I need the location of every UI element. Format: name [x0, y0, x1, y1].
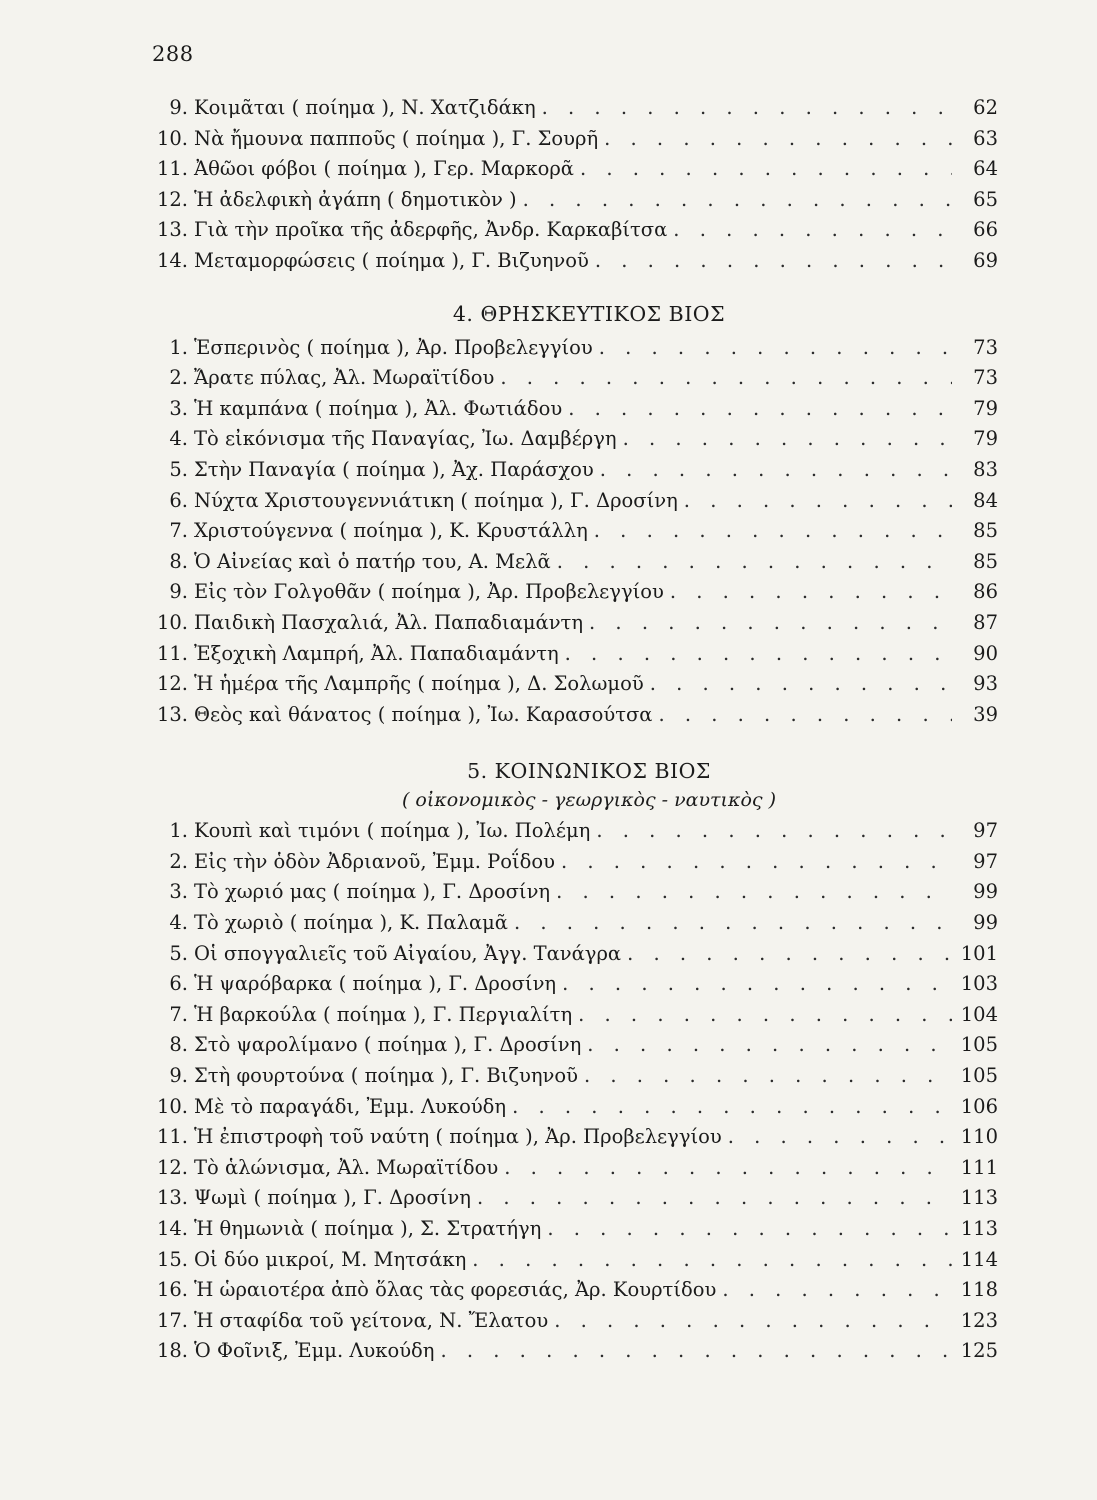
toc-entry-title: Ἡ θημωνιὰ ( ποίημα ), Σ. Στρατήγη	[194, 1217, 542, 1240]
toc-entry-number: 7.	[169, 1002, 188, 1026]
toc-entry	[150, 366, 998, 397]
toc-entry	[150, 1064, 998, 1095]
toc-entry-number: 12.	[156, 672, 188, 696]
dot-leader	[673, 218, 952, 241]
toc-entry	[150, 188, 998, 219]
page-number: 288	[152, 42, 194, 66]
toc-entry	[150, 1248, 998, 1279]
toc-entry-number: 18.	[156, 1339, 188, 1363]
toc-entry	[150, 427, 998, 458]
toc-entry-title: Ὁ Φοῖνιξ, Ἐμμ. Λυκούδη	[194, 1339, 435, 1363]
toc-entry	[150, 1217, 998, 1248]
toc-entry-page: 63	[973, 126, 998, 150]
toc-entry-page: 85	[973, 549, 998, 573]
dot-leader	[562, 972, 952, 995]
toc-entry	[150, 157, 998, 188]
toc-entry	[150, 703, 998, 734]
toc-entry	[150, 642, 998, 673]
toc-entry	[150, 1309, 998, 1340]
toc-entry-page: 113	[960, 1186, 998, 1210]
toc-entry-page: 113	[960, 1217, 998, 1240]
toc-entry-page: 66	[973, 218, 998, 242]
dot-leader	[684, 489, 952, 512]
toc-entry-title: Στὸ ψαρολίμανο ( ποίημα ), Γ. Δροσίνη	[194, 1033, 582, 1057]
toc-entry-title: Τὸ χωριό μας ( ποίημα ), Γ. Δροσίνη	[194, 880, 551, 904]
toc-entry-number: 4.	[169, 911, 188, 935]
toc-entry-number: 14.	[156, 248, 188, 272]
toc-entry-title: Ὁ Αἰνείας καὶ ὁ πατήρ του, Α. Μελᾶ	[194, 549, 551, 573]
toc-entry-number: 13.	[156, 1186, 188, 1210]
toc-entry-title: Ἡ καμπάνα ( ποίημα ), Ἀλ. Φωτιάδου	[194, 396, 563, 420]
section-subheading-social-life: ( οἰκονομικὸς - γεωργικὸς - ναυτικὸς )	[401, 789, 776, 812]
toc-entry-number: 3.	[169, 880, 188, 904]
toc-entry	[150, 972, 998, 1003]
toc-entry-page: 93	[973, 672, 998, 696]
toc-entry-title: Μὲ τὸ παραγάδι, Ἐμμ. Λυκούδη	[194, 1094, 507, 1118]
toc-entry-number: 2.	[169, 849, 188, 873]
toc-entry-number: 6.	[169, 488, 188, 512]
toc-entry-number: 10.	[156, 1094, 188, 1118]
dot-leader	[596, 819, 952, 842]
toc-entry-number: 5.	[169, 941, 188, 965]
toc-entry	[150, 1278, 998, 1309]
dot-leader	[565, 642, 952, 665]
toc-entry-page: 106	[960, 1094, 998, 1118]
toc-section-5	[150, 819, 998, 1370]
dot-leader	[594, 519, 952, 542]
dot-leader	[440, 1339, 952, 1362]
toc-entry-page: 101	[960, 941, 998, 965]
toc-entry-page: 111	[960, 1155, 998, 1179]
toc-entry-page: 79	[973, 427, 998, 451]
dot-leader	[500, 366, 952, 389]
dot-leader	[477, 1186, 952, 1209]
toc-entry-title: Παιδικὴ Πασχαλιά, Ἀλ. Παπαδιαμάντη	[194, 610, 584, 634]
toc-entry-title: Κοιμᾶται ( ποίημα ), Ν. Χατζιδάκη	[194, 96, 536, 119]
toc-entry-page: 123	[960, 1308, 998, 1332]
dot-leader	[514, 911, 952, 934]
toc-entry-number: 8.	[169, 1033, 188, 1057]
toc-entry-number: 15.	[156, 1247, 188, 1271]
toc-entry-title: Στὴ φουρτούνα ( ποίημα ), Γ. Βιζυηνοῦ	[194, 1064, 578, 1088]
dot-leader	[650, 672, 952, 695]
toc-entry	[150, 550, 998, 581]
dot-leader	[578, 1003, 952, 1026]
toc-entry-number: 8.	[169, 549, 188, 573]
toc-entry-title: Νύχτα Χριστουγεννιάτικη ( ποίημα ), Γ. Δροσίνη	[194, 488, 678, 512]
toc-entry-title: Τὸ χωριὸ ( ποίημα ), Κ. Παλαμᾶ	[194, 911, 508, 935]
toc-entry-title: Χριστούγεννα ( ποίημα ), Κ. Κρυστάλλη	[194, 519, 588, 543]
toc-entry-number: 17.	[156, 1308, 188, 1332]
toc-entry-number: 5.	[169, 457, 188, 481]
toc-entry-page: 110	[960, 1125, 998, 1149]
dot-leader	[623, 427, 952, 450]
toc-entry	[150, 489, 998, 520]
dot-leader	[595, 249, 952, 272]
toc-entry-page: 83	[973, 457, 998, 481]
toc-entry	[150, 218, 998, 249]
dot-leader	[523, 188, 952, 211]
section-heading-religious-life: 4. ΘΡΗΣΚΕΥΤΙΚΟΣ ΒΙΟΣ	[452, 301, 726, 326]
toc-group-1	[150, 96, 998, 280]
toc-entry-number: 1.	[169, 819, 188, 843]
toc-entry-title: Ἡ βαρκούλα ( ποίημα ), Γ. Περγιαλίτη	[194, 1002, 573, 1026]
toc-entry-number: 1.	[169, 335, 188, 359]
toc-entry-number: 9.	[169, 580, 188, 604]
toc-entry-title: Ἐξοχικὴ Λαμπρή, Ἀλ. Παπαδιαμάντη	[194, 641, 559, 665]
toc-entry-title: Ἡ ἀδελφικὴ ἀγάπη ( δημοτικὸν )	[194, 187, 517, 211]
dot-leader	[504, 1156, 952, 1179]
toc-entry-number: 13.	[156, 702, 188, 726]
toc-entry-page: 84	[973, 488, 998, 512]
toc-entry	[150, 1003, 998, 1034]
toc-entry-number: 6.	[169, 972, 188, 996]
toc-entry	[150, 819, 998, 850]
toc-entry	[150, 942, 998, 973]
dot-leader	[547, 1217, 952, 1240]
table-of-contents	[150, 96, 998, 1370]
dot-leader	[584, 1064, 952, 1087]
toc-entry-title: Νὰ ἤμουνα παπποῦς ( ποίημα ), Γ. Σουρῆ	[194, 126, 599, 150]
toc-entry-page: 65	[973, 187, 998, 211]
toc-entry	[150, 397, 998, 428]
toc-entry-page: 103	[960, 972, 998, 996]
dot-leader	[604, 127, 952, 150]
toc-entry-title: Εἰς τὴν ὁδὸν Ἀδριανοῦ, Ἐμμ. Ροΐδου	[194, 849, 555, 873]
toc-entry	[150, 1125, 998, 1156]
toc-entry-page: 125	[960, 1339, 998, 1363]
toc-entry-number: 9.	[169, 96, 188, 119]
toc-entry-title: Ἡ ὡραιοτέρα ἀπὸ ὅλας τὰς φορεσιάς, Ἀρ. Κουρτίδου	[194, 1278, 717, 1302]
dot-leader	[658, 703, 952, 726]
toc-entry	[150, 911, 998, 942]
toc-entry-title: Κουπὶ καὶ τιμόνι ( ποίημα ), Ἰω. Πολέμη	[194, 819, 591, 843]
toc-entry-page: 87	[973, 610, 998, 634]
toc-entry-page: 85	[973, 519, 998, 543]
dot-leader	[728, 1125, 952, 1148]
toc-entry	[150, 127, 998, 158]
toc-entry	[150, 580, 998, 611]
toc-entry-page: 64	[973, 157, 998, 181]
toc-entry-number: 11.	[156, 641, 188, 665]
toc-entry-number: 10.	[156, 126, 188, 150]
toc-entry-number: 11.	[156, 157, 188, 181]
toc-entry	[150, 1339, 998, 1370]
toc-entry-number: 3.	[169, 396, 188, 420]
toc-entry-page: 73	[973, 366, 998, 390]
dot-leader	[542, 96, 952, 119]
dot-leader	[627, 942, 952, 965]
toc-entry	[150, 850, 998, 881]
toc-entry-title: Ἡ ἐπιστροφὴ τοῦ ναύτη ( ποίημα ), Ἀρ. Προβελεγγίου	[194, 1125, 722, 1149]
toc-entry-number: 10.	[156, 610, 188, 634]
toc-entry-number: 7.	[169, 519, 188, 543]
toc-entry-title: Ἡ ψαρόβαρκα ( ποίημα ), Γ. Δροσίνη	[194, 972, 557, 996]
toc-entry-title: Ἡ ἡμέρα τῆς Λαμπρῆς ( ποίημα ), Δ. Σολωμοῦ	[194, 672, 644, 696]
toc-entry-title: Γιὰ τὴν προῖκα τῆς ἀδερφῆς, Ἀνδρ. Καρκαβίτσα	[194, 218, 668, 242]
toc-entry	[150, 1156, 998, 1187]
toc-entry-title: Οἱ σπογγαλιεῖς τοῦ Αἰγαίου, Ἀγγ. Τανάγρα	[194, 941, 622, 965]
dot-leader	[599, 336, 952, 359]
toc-entry-number: 13.	[156, 218, 188, 242]
dot-leader	[589, 611, 952, 634]
toc-entry	[150, 336, 998, 367]
toc-entry	[150, 672, 998, 703]
toc-entry	[150, 880, 998, 911]
dot-leader	[670, 580, 952, 603]
toc-entry-page: 99	[973, 911, 998, 935]
toc-section-4	[150, 336, 998, 734]
toc-entry-title: Τὸ εἰκόνισμα τῆς Παναγίας, Ἰω. Δαμβέργη	[194, 427, 617, 451]
toc-entry-page: 105	[960, 1033, 998, 1057]
toc-entry-title: Ψωμὶ ( ποίημα ), Γ. Δροσίνη	[194, 1186, 471, 1210]
dot-leader	[561, 850, 952, 873]
toc-entry	[150, 1033, 998, 1064]
toc-entry-page: 90	[973, 641, 998, 665]
toc-entry	[150, 1095, 998, 1126]
dot-leader	[557, 550, 952, 573]
toc-entry-number: 14.	[156, 1217, 188, 1240]
dot-leader	[600, 458, 952, 481]
toc-entry-page: 118	[960, 1278, 998, 1302]
toc-entry-title: Τὸ ἁλώνισμα, Ἀλ. Μωραϊτίδου	[194, 1155, 499, 1179]
toc-entry	[150, 458, 998, 489]
toc-entry-title: Θεὸς καὶ θάνατος ( ποίημα ), Ἰω. Καρασούτσα	[194, 702, 653, 726]
dot-leader	[580, 157, 952, 180]
toc-entry	[150, 519, 998, 550]
dot-leader	[587, 1033, 952, 1056]
toc-entry-title: Ἑσπερινὸς ( ποίημα ), Ἀρ. Προβελεγγίου	[194, 335, 593, 359]
toc-entry-number: 9.	[169, 1064, 188, 1088]
toc-entry	[150, 1186, 998, 1217]
toc-entry-title: Εἰς τὸν Γολγοθᾶν ( ποίημα ), Ἀρ. Προβελεγγίου	[194, 580, 664, 604]
toc-entry-number: 12.	[156, 187, 188, 211]
toc-entry-page: 114	[960, 1247, 998, 1271]
toc-entry-number: 16.	[156, 1278, 188, 1302]
section-heading-social-life: 5. ΚΟΙΝΩΝΙΚΟΣ ΒΙΟΣ	[467, 759, 711, 784]
toc-entry-title: Ἄρατε πύλας, Ἀλ. Μωραϊτίδου	[194, 366, 495, 390]
dot-leader	[722, 1278, 952, 1301]
toc-entry	[150, 249, 998, 280]
dot-leader	[472, 1248, 952, 1271]
toc-entry-title: Ἀθῶοι φόβοι ( ποίημα ), Γερ. Μαρκορᾶ	[194, 157, 574, 181]
toc-entry-title: Στὴν Παναγία ( ποίημα ), Ἀχ. Παράσχου	[194, 457, 594, 481]
toc-entry-title: Μεταμορφώσεις ( ποίημα ), Γ. Βιζυηνοῦ	[194, 248, 589, 272]
toc-entry-page: 104	[960, 1002, 998, 1026]
dot-leader	[512, 1095, 952, 1118]
toc-entry-page: 62	[973, 96, 998, 119]
toc-entry-page: 79	[973, 396, 998, 420]
dot-leader	[556, 880, 952, 903]
dot-leader	[568, 397, 952, 420]
toc-entry-page: 99	[973, 880, 998, 904]
toc-entry-number: 12.	[156, 1155, 188, 1179]
toc-entry-title: Ἡ σταφίδα τοῦ γείτονα, Ν. Ἔλατου	[194, 1308, 549, 1332]
toc-entry-number: 4.	[169, 427, 188, 451]
toc-entry-page: 105	[960, 1064, 998, 1088]
toc-entry-page: 86	[973, 580, 998, 604]
toc-entry-number: 11.	[156, 1125, 188, 1149]
dot-leader	[554, 1309, 952, 1332]
toc-entry-page: 69	[973, 248, 998, 272]
toc-entry-number: 2.	[169, 366, 188, 390]
toc-entry-title: Οἱ δύο μικροί, Μ. Μητσάκη	[194, 1247, 467, 1271]
toc-entry-page: 73	[973, 335, 998, 359]
toc-entry	[150, 96, 998, 127]
toc-entry-page: 39	[973, 702, 998, 726]
toc-entry	[150, 611, 998, 642]
toc-entry-page: 97	[973, 849, 998, 873]
toc-entry-page: 97	[973, 819, 998, 843]
